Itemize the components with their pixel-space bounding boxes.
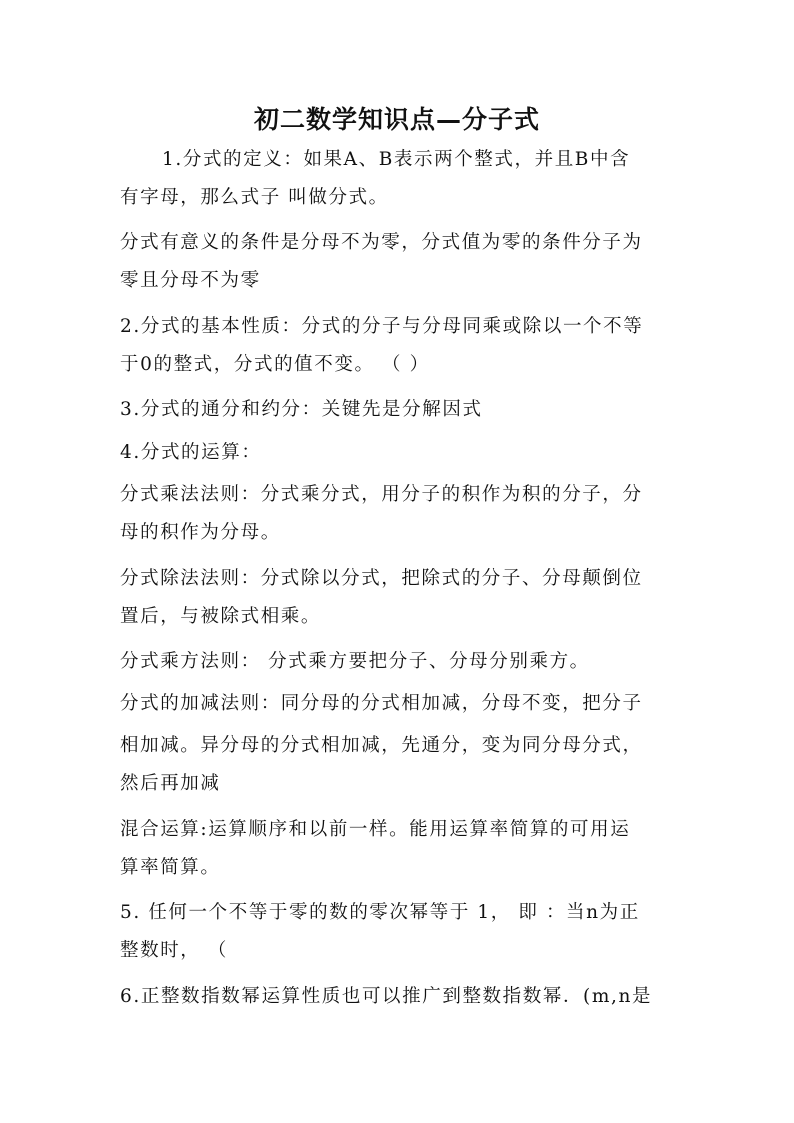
text-line-1: 1.分式的定义：如果A、B表示两个整式，并且B中含 [162,149,631,170]
text-line-15: 相加减。异分母的分式相加减，先通分，变为同分母分式， [120,735,643,756]
text-line-7: 3.分式的通分和约分：关键先是分解因式 [120,399,483,420]
text-line-19: 5. 任何一个不等于零的数的零次幂等于 1， 即 ：当n为正 [120,902,640,923]
text-line-2: 有字母，那么式子 叫做分式。 [120,187,389,208]
text-line-6: 于0的整式，分式的值不变。 （ ） [120,354,430,375]
text-line-10: 母的积作为分母。 [120,522,281,543]
text-line-5: 2.分式的基本性质：分式的分子与分母同乘或除以一个不等 [120,316,644,337]
text-line-8: 4.分式的运算： [120,442,262,463]
text-line-4: 零且分母不为零 [120,270,261,291]
document-title: 初二数学知识点—分子式 [253,105,540,134]
text-line-3: 分式有意义的条件是分母不为零，分式值为零的条件分子为 [120,232,643,253]
text-line-12: 置后，与被除式相乘。 [120,606,322,627]
text-line-16: 然后再加减 [120,773,221,794]
text-line-13: 分式乘方法则： 分式乘方要把分子、分母分别乘方。 [120,651,590,672]
text-line-20: 整数时， （ [120,940,228,961]
text-line-21: 6.正整数指数幂运算性质也可以推广到整数指数幂．(m,n是 [120,986,653,1007]
text-line-9: 分式乘法法则：分式乘分式，用分子的积作为积的分子，分 [120,484,643,505]
text-line-14: 分式的加减法则：同分母的分式相加减，分母不变，把分子 [120,693,643,714]
text-line-11: 分式除法法则：分式除以分式，把除式的分子、分母颠倒位 [120,568,643,589]
text-line-17: 混合运算:运算顺序和以前一样。能用运算率简算的可用运 [120,819,631,840]
text-line-18: 算率简算。 [120,857,221,878]
